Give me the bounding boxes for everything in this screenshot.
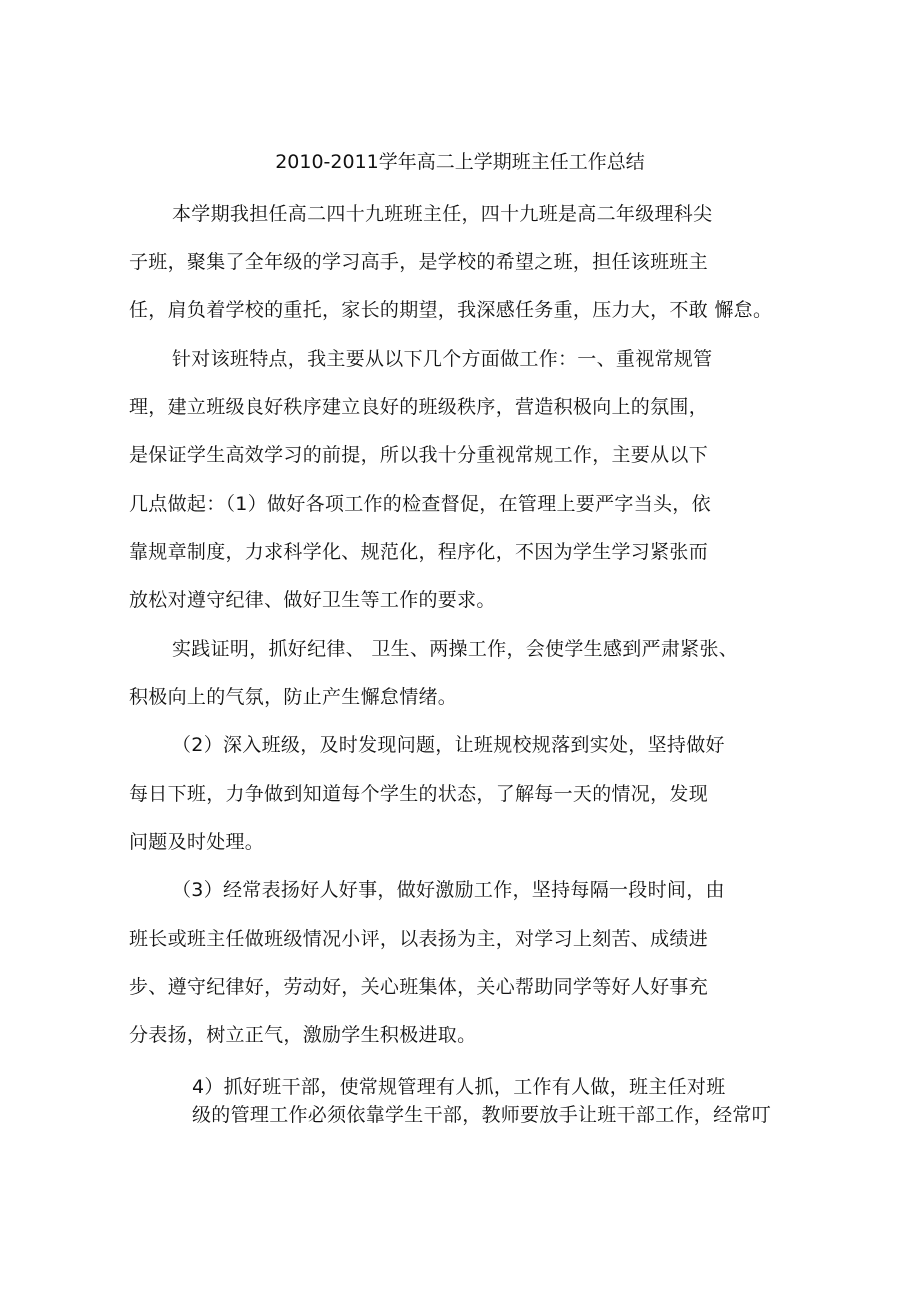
paragraph-4-line-3: 问题及时处理。 bbox=[129, 831, 265, 853]
paragraph-5-line-3: 步、遵守纪律好，劳动好，关心班集体，关心帮助同学等好人好事充 bbox=[129, 976, 709, 998]
paragraph-1-line-3: 任，肩负着学校的重托，家长的期望，我深感任务重，压力大，不敢 懈怠。 bbox=[129, 299, 773, 321]
paragraph-4-line-1: （2）深入班级，及时发现问题，让班规校规落到实处，坚持做好 bbox=[172, 734, 725, 756]
paragraph-5-line-2: 班长或班主任做班级情况小评，以表扬为主，对学习上刻苦、成绩进 bbox=[129, 928, 709, 950]
paragraph-2-line-1: 针对该班特点，我主要从以下几个方面做工作：一、重视常规管 bbox=[172, 348, 713, 370]
paragraph-2-line-2: 理，建立班级良好秩序建立良好的班级秩序，营造积极向上的氛围， bbox=[129, 396, 709, 418]
paragraph-1-line-2: 子班，聚集了全年级的学习高手，是学校的希望之班，担任该班班主 bbox=[129, 251, 709, 273]
paragraph-3-line-1: 实践证明，抓好纪律、 卫生、两操工作，会使学生感到严肃紧张、 bbox=[172, 638, 739, 660]
paragraph-3-line-2: 积极向上的气氛，防止产生懈怠情绪。 bbox=[129, 686, 458, 708]
paragraph-2-line-4: 几点做起：（1）做好各项工作的检查督促，在管理上要严字当头，依 bbox=[129, 493, 711, 515]
paragraph-5-line-4: 分表扬，树立正气，激励学生积极进取。 bbox=[129, 1024, 477, 1046]
paragraph-5-line-1: （3）经常表扬好人好事，做好激励工作，坚持每隔一段时间，由 bbox=[172, 879, 725, 901]
paragraph-2-line-3: 是保证学生高效学习的前提，所以我十分重视常规工作，主要从以下 bbox=[129, 444, 709, 466]
paragraph-6-line-1: 4）抓好班干部，使常规管理有人抓，工作有人做，班主任对班 bbox=[192, 1076, 726, 1098]
document-title: 2010-2011学年高二上学期班主任工作总结 bbox=[275, 151, 645, 173]
paragraph-6-line-2: 级的管理工作必须依靠学生干部，教师要放手让班干部工作，经常叮 bbox=[192, 1104, 772, 1126]
paragraph-4-line-2: 每日下班，力争做到知道每个学生的状态，了解每一天的情况，发现 bbox=[129, 783, 709, 805]
paragraph-1-line-1: 本学期我担任高二四十九班班主任，四十九班是高二年级理科尖 bbox=[172, 203, 713, 225]
paragraph-2-line-5: 靠规章制度，力求科学化、规范化，程序化，不因为学生学习紧张而 bbox=[129, 541, 709, 563]
paragraph-2-line-6: 放松对遵守纪律、做好卫生等工作的要求。 bbox=[129, 589, 496, 611]
